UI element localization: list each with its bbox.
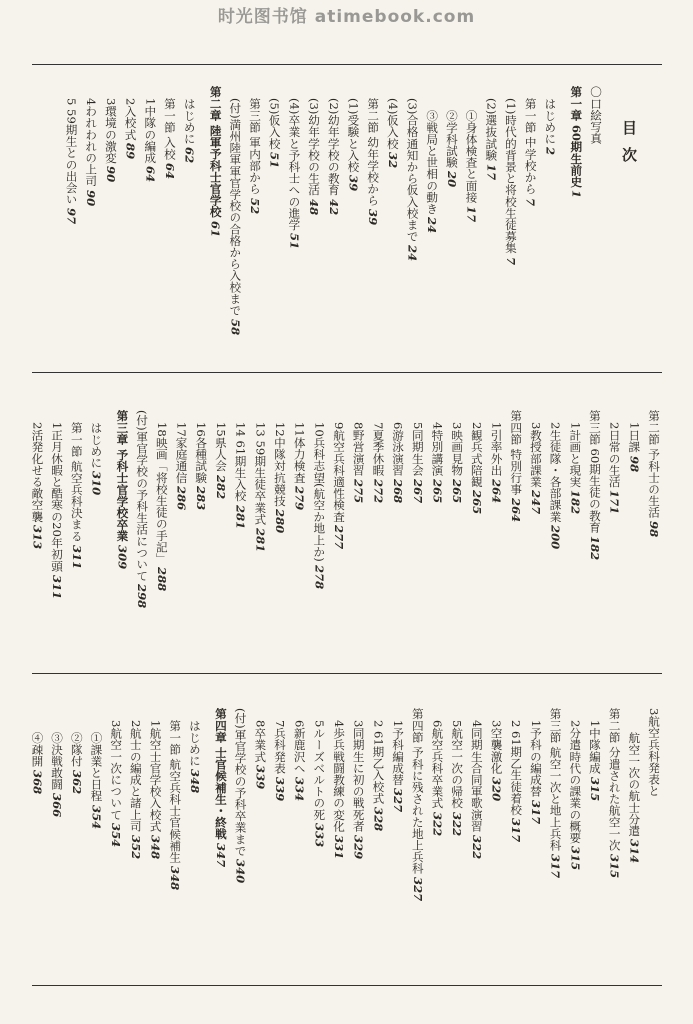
toc-entry-label: はじめに: [89, 422, 104, 469]
toc-entry-label: 2生徒隊・各部課業: [548, 422, 563, 523]
toc-entry[interactable]: [567, 708, 583, 871]
toc-entry[interactable]: [567, 410, 583, 515]
toc-page-number: 98: [647, 521, 661, 538]
toc-page-number: 314: [627, 839, 642, 864]
toc-page-number: 309: [115, 544, 130, 569]
toc-entry-label: ③戦局と世相の動き: [425, 110, 440, 215]
toc-entry-label: 5航空一次の帰校: [450, 720, 465, 809]
toc-entry[interactable]: [528, 708, 544, 824]
toc-entry[interactable]: [331, 708, 347, 859]
toc-entry-label: 第二節 予科士の生活: [647, 410, 661, 519]
toc-entry[interactable]: [69, 410, 85, 569]
toc-entry[interactable]: [286, 86, 302, 250]
toc-page-number: 339: [272, 776, 287, 801]
toc-entry[interactable]: [587, 708, 603, 801]
toc-entry[interactable]: [345, 86, 361, 192]
toc-entry[interactable]: [49, 410, 65, 599]
toc-chapter[interactable]: [208, 86, 224, 237]
toc-page-number: 268: [391, 478, 406, 503]
middle-rule-2: [32, 673, 662, 674]
toc-page-number: 17: [484, 163, 499, 180]
toc-entry[interactable]: [182, 86, 198, 164]
toc-entry-label: 〇口絵写真: [589, 86, 603, 144]
toc-entry-label: 1中隊編成: [587, 720, 602, 774]
toc-page-number: 315: [607, 853, 622, 879]
bottom-rule: [32, 985, 662, 986]
toc-entry-label: 9航空兵科適性検査: [332, 422, 346, 523]
toc-page-number: 24: [425, 217, 440, 234]
toc-entry[interactable]: [29, 708, 45, 794]
toc-entry-label: 10兵科志望(航空か地上か): [312, 422, 327, 562]
toc-page-number: 264: [489, 478, 504, 503]
toc-page-number: 275: [351, 478, 366, 503]
toc-page-number: 340: [233, 859, 248, 884]
toc-entry-label: 6游泳演習: [391, 422, 406, 476]
toc-page-number: 247: [528, 490, 543, 515]
toc-entry-label: 3航空一次について: [109, 720, 124, 821]
toc-page-number: 97: [64, 208, 79, 225]
toc-page-number: 62: [182, 147, 197, 164]
toc-entry[interactable]: [588, 86, 604, 144]
toc-entry-label: 第四節 特別行事: [509, 410, 524, 495]
toc-entry-label: 2 61期乙生徒着校: [509, 720, 524, 816]
toc-entry[interactable]: [626, 410, 642, 472]
toc-entry-label: (4)仮入校: [385, 98, 400, 150]
toc-entry[interactable]: [187, 708, 203, 794]
toc-page-number: 317: [548, 853, 563, 879]
toc-entry-label: 3教授部課業: [528, 422, 543, 488]
toc-page-number: 265: [450, 478, 465, 503]
toc-entry[interactable]: [410, 708, 426, 901]
toc-entry[interactable]: [607, 708, 623, 878]
toc-entry-label: 5 59期生との出会い: [64, 98, 79, 206]
toc-entry-label: 2観兵式陪観: [469, 422, 484, 488]
toc-page-number: 7: [523, 197, 538, 206]
toc-page-number: 354: [109, 823, 124, 848]
toc-entry[interactable]: [548, 410, 564, 549]
toc-page-number: 317: [509, 818, 524, 843]
toc-entry[interactable]: [626, 708, 642, 864]
toc-page-number: 1: [569, 190, 584, 199]
toc-page-number: 277: [332, 525, 346, 550]
toc-entry[interactable]: [233, 708, 249, 883]
toc-page-number: 182: [587, 535, 602, 561]
toc-entry[interactable]: [108, 708, 124, 847]
toc-page-number: 352: [128, 834, 143, 859]
toc-entry-label: (3)幼年学校の生活: [307, 98, 322, 196]
toc-page-number: 331: [332, 834, 346, 859]
toc-entry-label: 第三節 軍内部から: [248, 98, 262, 195]
toc-chapter[interactable]: [568, 86, 584, 198]
toc-entry[interactable]: [128, 708, 144, 859]
toc-entry-label: 第二節 幼年学校から: [366, 98, 381, 207]
toc-entry-label: 8卒業式: [253, 720, 268, 763]
toc-page-number: 354: [89, 804, 104, 829]
toc-page-number: 64: [162, 162, 177, 179]
toc-entry-label: 15県人会: [213, 422, 228, 472]
toc-page-number: 333: [312, 823, 327, 848]
toc-page-number: 61: [208, 220, 223, 237]
toc-entry-label: 2日常の生活: [607, 422, 622, 488]
toc-entry[interactable]: [252, 708, 268, 789]
toc-entry-label: (3)合格通知から仮入校まで: [405, 98, 420, 243]
toc-entry[interactable]: [449, 708, 465, 836]
toc-entry[interactable]: [351, 708, 367, 859]
toc-entry[interactable]: [508, 708, 524, 843]
toc-entry[interactable]: [424, 86, 440, 234]
toc-page-number: 90: [103, 166, 118, 183]
toc-page-number: 329: [351, 834, 366, 859]
toc-entry[interactable]: [370, 708, 386, 831]
toc-entry[interactable]: [49, 708, 65, 817]
toc-page-number: 264: [509, 497, 524, 523]
toc-page-number: 2: [543, 147, 558, 156]
toc-entry-label: 第二章 陸軍予科士官学校: [208, 86, 223, 218]
toc-entry-label: 14 61期生入校: [233, 422, 248, 502]
toc-page-number: 311: [69, 544, 84, 569]
toc-entry-label: 3航空兵科発表と: [647, 708, 661, 797]
toc-entry[interactable]: [489, 410, 505, 503]
toc-entry-label: 3映画見物: [450, 422, 465, 476]
toc-entry-label: ②隊付: [69, 732, 84, 767]
toc-entry-label: 7夏季休暇: [371, 422, 386, 476]
toc-page-number: 265: [469, 490, 484, 515]
watermark: 时光图书馆 atimebook.com: [217, 7, 476, 27]
toc-entry[interactable]: [390, 410, 406, 503]
toc-page-number: 182: [568, 490, 583, 515]
toc-entry-label: 8野営演習: [351, 422, 366, 476]
toc-entry-label: 5同期生会: [410, 422, 425, 476]
toc-page-number: 90: [84, 189, 99, 206]
toc-entry[interactable]: [88, 410, 104, 496]
toc-page-number: 89: [123, 143, 138, 160]
toc-entry-label: 第一節 入校: [162, 98, 177, 160]
toc-entry-label: (付)軍官学校の予科生活について: [135, 410, 150, 582]
toc-entry[interactable]: [449, 410, 465, 503]
toc-page-number: 278: [312, 564, 327, 590]
toc-chapter[interactable]: [213, 708, 229, 867]
toc-entry[interactable]: [83, 86, 99, 206]
toc-entry[interactable]: [508, 410, 524, 522]
toc-entry-label: (1)時代的背景と将校生徒募集: [503, 98, 518, 254]
toc-entry-label: (付)満州陸軍軍官学校の合格から入校まで: [228, 98, 243, 316]
toc-entry[interactable]: [444, 86, 460, 187]
toc-entry-label: 第四節 予科に残された地上兵科: [410, 708, 425, 875]
toc-entry[interactable]: [503, 86, 519, 265]
toc-page-number: 281: [233, 504, 248, 529]
toc-entry-label: 1航空士官学校入校式: [148, 720, 163, 832]
toc-entry[interactable]: [311, 410, 327, 589]
toc-entry-label: はじめに: [182, 98, 197, 145]
toc-entry[interactable]: [410, 410, 426, 503]
toc-entry-label: ④疎開: [30, 732, 45, 767]
toc-page-number: 52: [248, 197, 262, 214]
toc-entry[interactable]: [174, 410, 190, 510]
toc-entry-label: 3同期生に初の戦死者: [351, 720, 366, 832]
toc-entry-label: 第三節 60期生徒の教育: [587, 410, 602, 533]
toc-entry[interactable]: [548, 708, 564, 878]
toc-entry-label: 1予科編成替: [391, 720, 406, 786]
toc-entry-label: 7兵科発表: [272, 720, 287, 774]
toc-entry[interactable]: [227, 86, 243, 335]
toc-page-number: 347: [213, 842, 228, 867]
toc-entry[interactable]: [646, 708, 662, 797]
toc-entry-label: 第一章 60期生前史: [569, 86, 584, 188]
toc-entry[interactable]: [69, 708, 85, 794]
toc-entry-label: (2)幼年学校の教育: [326, 98, 341, 196]
toc-entry-label: ①課業と日程: [89, 732, 104, 802]
toc-entry-label: 2活発化せる敵空襲: [30, 422, 45, 523]
toc-page-number: 348: [168, 865, 183, 891]
toc-entry-label: 3空襲激化: [489, 720, 504, 774]
toc-page-number: 286: [174, 486, 189, 511]
toc-entry[interactable]: [385, 86, 401, 168]
toc-entry-label: ②学科試験: [444, 110, 459, 168]
toc-entry[interactable]: [233, 410, 249, 529]
toc-entry-label: はじめに: [543, 98, 558, 145]
toc-chapter[interactable]: [114, 410, 130, 569]
toc-entry-label: 1正月休暇と酷寒の20年初頭: [50, 422, 65, 572]
toc-entry[interactable]: [29, 410, 45, 549]
toc-page-number: 283: [194, 486, 209, 511]
toc-entry-label: 航空一次の航士分遣: [627, 732, 642, 837]
toc-entry[interactable]: [483, 86, 499, 180]
toc-page-number: 348: [148, 834, 163, 859]
toc-entry-label: 第四章 士官候補生・終戦: [213, 708, 228, 840]
toc-page-number: 322: [469, 834, 484, 859]
toc-page-number: 320: [489, 776, 504, 801]
toc-section-1: [32, 86, 662, 366]
toc-entry-label: 18映画「将校生徒の手記」: [154, 422, 169, 565]
toc-page-number: 267: [410, 478, 425, 503]
toc-entry-label: ③決戦敢闘: [50, 732, 65, 790]
toc-entry[interactable]: [331, 410, 347, 549]
toc-page-number: 328: [371, 806, 386, 832]
toc-entry-label: 第一節 航空兵科決まる: [69, 422, 84, 542]
toc-entry[interactable]: [154, 410, 170, 592]
toc-entry-label: 4われわれの上司: [84, 98, 99, 187]
toc-entry[interactable]: [365, 86, 381, 225]
toc-entry-label: 1引率外出: [489, 422, 504, 476]
toc-entry-label: 4特別講演: [430, 422, 445, 476]
toc-entry-label: 13 59期生徒卒業式: [253, 422, 268, 525]
toc-page-number: 32: [385, 152, 400, 169]
toc-page-number: 171: [607, 490, 622, 515]
toc-entry[interactable]: [370, 410, 386, 503]
toc-entry-label: 2航士の編成と諸上司: [128, 720, 143, 832]
toc-entry[interactable]: [311, 708, 327, 847]
toc-entry[interactable]: [267, 86, 283, 168]
toc-section-2: [32, 410, 662, 665]
toc-page-number: 279: [292, 486, 307, 511]
toc-page-number: 362: [69, 769, 84, 795]
toc-entry-label: 1中隊の編成: [143, 98, 158, 164]
toc-entry-label: 第三節 航空一次と地上兵科: [548, 708, 563, 851]
toc-entry-label: (1)受験と入校: [346, 98, 361, 173]
toc-entry[interactable]: [528, 410, 544, 515]
toc-page-number: 327: [391, 788, 406, 813]
toc-entry[interactable]: [148, 708, 164, 859]
toc-page-number: 281: [253, 527, 268, 552]
toc-entry[interactable]: [405, 86, 421, 261]
toc-page-number: 313: [30, 525, 45, 550]
toc-entry-label: (4)卒業と予科士への進学: [287, 98, 302, 231]
toc-entry[interactable]: [272, 410, 288, 534]
toc-page-number: 24: [405, 245, 420, 262]
toc-entry-label: 1予科の編成替: [528, 720, 543, 797]
toc-entry-label: (5)仮入校: [267, 98, 282, 150]
toc-entry[interactable]: [351, 410, 367, 503]
toc-page-number: 272: [371, 478, 386, 503]
toc-page-number: 7: [503, 256, 518, 265]
toc-page-number: 51: [267, 152, 282, 169]
toc-entry[interactable]: [292, 410, 308, 510]
toc-entry[interactable]: [213, 410, 229, 499]
toc-page-number: 280: [272, 509, 287, 534]
toc-entry-label: 第二節 分遣された航空一次: [607, 708, 622, 851]
toc-page-number: 288: [154, 567, 169, 592]
toc-entry-label: (付)軍官学校の予科卒業まで: [233, 708, 248, 857]
top-rule: [32, 64, 662, 65]
toc-entry[interactable]: [469, 708, 485, 859]
toc-page-number: 366: [50, 793, 65, 818]
toc-page-number: 298: [135, 584, 150, 609]
toc-entry-label: 4同期生合同軍歌演習: [469, 720, 484, 832]
toc-page-number: 315: [587, 776, 602, 801]
toc-page-number: 322: [450, 811, 465, 836]
toc-entry[interactable]: [390, 708, 406, 813]
toc-page-number: 368: [30, 769, 45, 795]
toc-entry[interactable]: [247, 86, 263, 214]
toc-entry[interactable]: [469, 410, 485, 515]
toc-page-number: 334: [292, 776, 307, 801]
toc-section-3: [32, 708, 662, 978]
toc-entry[interactable]: [88, 708, 104, 829]
toc-entry[interactable]: [542, 86, 558, 155]
toc-entry-label: (2)選抜試験: [484, 98, 499, 161]
toc-page-number: 310: [89, 471, 104, 496]
toc-entry[interactable]: [292, 708, 308, 801]
toc-entry[interactable]: [326, 86, 342, 215]
toc-page-number: 322: [430, 811, 445, 836]
toc-entry[interactable]: [587, 410, 603, 560]
toc-entry[interactable]: [523, 86, 539, 206]
toc-entry-label: 1計画と現実: [568, 422, 583, 488]
toc-page-number: 339: [253, 765, 268, 790]
toc-page-number: 48: [307, 198, 322, 215]
toc-entry[interactable]: [123, 86, 139, 159]
toc-page-number: 200: [548, 525, 563, 550]
toc-page-number: 58: [228, 318, 243, 335]
toc-entry-label: 12中隊対抗競技: [272, 422, 287, 507]
toc-page-number: 317: [528, 799, 543, 825]
toc-entry-label: はじめに: [187, 720, 202, 767]
toc-page-number: 20: [444, 171, 459, 188]
toc-entry-label: 第一節 航空兵科士官候補生: [168, 720, 183, 863]
toc-entry[interactable]: [162, 86, 178, 179]
toc-page-number: 39: [366, 209, 381, 226]
toc-entry[interactable]: [646, 410, 662, 537]
toc-page-number: 265: [430, 478, 445, 503]
toc-entry[interactable]: [193, 410, 209, 510]
toc-entry[interactable]: [429, 410, 445, 503]
toc-entry-label: ①身体検査と面接: [464, 110, 479, 203]
toc-entry-label: 1日課: [627, 422, 642, 453]
toc-entry-label: 2 61期乙入校式: [371, 720, 386, 804]
toc-entry-label: 2入校式: [123, 98, 138, 141]
toc-page-number: 64: [143, 166, 158, 183]
toc-page-number: 51: [287, 233, 302, 250]
toc-entry[interactable]: [429, 708, 445, 836]
toc-page-number: 315: [568, 846, 583, 871]
toc-entry-label: 17家庭通信: [174, 422, 189, 484]
toc-page-number: 98: [627, 455, 642, 472]
toc-page-number: 348: [187, 769, 202, 794]
toc-entry[interactable]: [64, 86, 80, 224]
toc-entry-label: 第三章 予科士官学校卒業: [115, 410, 130, 542]
toc-entry-label: 16各種試験: [194, 422, 209, 484]
toc-page-number: 311: [50, 574, 65, 599]
toc-entry[interactable]: [464, 86, 480, 222]
toc-entry-label: 3環境の激変: [103, 98, 118, 164]
toc-entry[interactable]: [167, 708, 183, 890]
toc-page-number: 282: [213, 474, 228, 499]
toc-entry[interactable]: [103, 86, 119, 183]
toc-page-number: 42: [326, 198, 341, 215]
middle-rule-1: [32, 372, 662, 373]
toc-entry-label: 2分遣時代の課業の概要: [568, 720, 583, 844]
toc-entry[interactable]: [142, 86, 158, 183]
toc-entry[interactable]: [272, 708, 288, 801]
toc-page-number: 17: [464, 205, 479, 222]
toc-entry[interactable]: [489, 708, 505, 801]
toc-entry[interactable]: [306, 86, 322, 215]
toc-page-number: 327: [410, 877, 425, 902]
toc-entry[interactable]: [134, 410, 150, 609]
toc-entry-label: 第一節 中学校から: [523, 98, 538, 195]
toc-entry[interactable]: [607, 410, 623, 515]
toc-entry-label: 11体力検査: [292, 422, 307, 484]
toc-title: 目次: [620, 120, 638, 174]
toc-entry-label: 5ルーズベルトの死: [312, 720, 327, 821]
toc-entry-label: 6航空兵科卒業式: [430, 720, 445, 809]
toc-page-number: 39: [346, 175, 361, 192]
toc-entry-label: 6新鹿沢へ: [292, 720, 307, 774]
toc-entry-label: 4歩兵戦闘教練の変化: [332, 720, 346, 832]
toc-entry[interactable]: [252, 410, 268, 552]
